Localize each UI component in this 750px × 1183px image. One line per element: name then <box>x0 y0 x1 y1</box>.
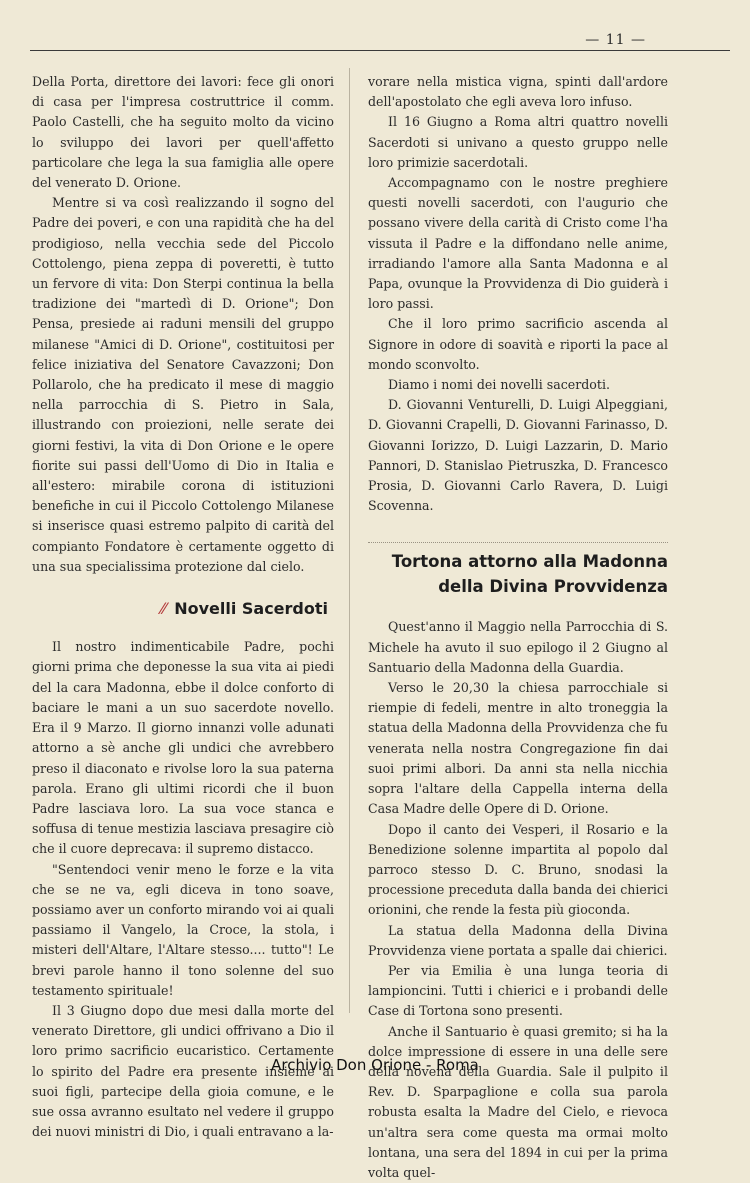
header-rule <box>30 50 730 51</box>
paragraph: Per via Emilia è una lunga teoria di lampioncini. Tutti i chierici e i probandi delle Case di Tortona sono presenti. <box>368 962 668 1019</box>
paragraph: vorare nella mistica vigna, spinti dall'ardore dell'apostolato che egli aveva loro infuso. <box>368 74 668 110</box>
heading-line-2: della Divina Provvidenza <box>438 577 668 597</box>
paragraph: La statua della Madonna della Divina Provvidenza viene portata a spalle dai chierici. <box>368 922 668 958</box>
heading-line-1: Tortona attorno alla Madonna <box>391 552 668 572</box>
paragraph: Diamo i nomi dei novelli sacerdoti. <box>388 377 610 393</box>
page-number: — 11 — <box>585 32 646 48</box>
paragraph: Mentre si va così realizzando il sogno del Padre dei poveri, e con una rapidità che ha del prodigioso, nella vecchia sede del Piccolo Cottolengo, piena zeppa di poveretti, è tutto un fervore di vita: Don Sterpi continua la bella tradizione dei "martedì di D. Orione"; Don Pensa, presiede ai raduni mensili del gruppo milanese "Amici di D. Orione", costituitosi per felice iniziativa del Senatore Cavazzoni; Don Pollarolo, che ha predicato il mese di maggio nella parrocchia di S. Pietro in Sala, illustrando con proiezioni, nelle serate dei giorni festivi, la vita di Don Orione e le opere fiorite sui passi dell'Uomo di Dio in Italia e all'estero: mirabile corona di istituzioni benefiche in cui il Piccolo Cottolengo Milanese si inserisce quasi estremo palpito di carità del compianto Fondatore è certamente oggetto di una sua specialissima protezione dal cielo. <box>32 195 334 574</box>
paragraph: Il 16 Giugno a Roma altri quattro novelli Sacerdoti si univano a questo gruppo nelle loro primizie sacerdotali. <box>368 114 668 170</box>
paragraph: Il nostro indimenticabile Padre, pochi giorni prima che deponesse la sua vita ai piedi del la cara Madonna, ebbe il dolce conforto di baciare le mani a un suo sacerdote novello. Era il 9 Marzo. Il giorno innanzi volle adunati attorno a sè anche gli undici che avrebbero preso il diaconato e rivolse loro la sua paterna parola. Erano gli ultimi ricordi che il buon Padre lasciava loro. La sua voce stanca e soffusa di tenue mestizia lasciava presagire ciò che il cuore deprecava: il supremo distacco. <box>32 639 334 857</box>
paragraph: Anche il Santuario è quasi gremito; si ha la dolce impressione di essere in una delle sere della novena della Guardia. Sale il pulpito il Rev. D. Sparpaglione e colla sua parola robusta esalta la Madre del Cielo, e rievoca un'altra sera come questa ma ormai molto lontana, una sera del 1894 in cui per la prima volta quel- <box>368 1023 668 1180</box>
section-heading-tortona <box>368 542 668 599</box>
paragraph: Della Porta, direttore dei lavori: fece gli onori di casa per l'impresa costruttrice il comm. Paolo Castelli, che ha seguito molto da vicino lo sviluppo dei lavori per quell'affetto particolare che lega la sua famiglia alle opere del venerato D. Orione. <box>32 74 334 191</box>
paragraph: Verso le 20,30 la chiesa parrocchiale si riempie di fedeli, mentre in alto troneggia la statua della Madonna della Provvidenza che fu venerata nella nostra Congregazione fin dai suoi primi albori. Da anni sta nella nicchia sopra l'altare della Cappella interna della Casa Madre delle Opere di D. Orione. <box>368 680 668 817</box>
paragraph: Quest'anno il Maggio nella Parrocchia di S. Michele ha avuto il suo epilogo il 2 Giugno al Santuario della Madonna della Guardia. <box>368 619 668 675</box>
paragraph-names-list: D. Giovanni Venturelli, D. Luigi Alpeggiani, D. Giovanni Crapelli, D. Giovanni Farinasso, D. Giovanni Iorizzo, D. Luigi Lazzarin, D. Mario Pannori, D. Stanislao Pietruszka, D. Francesco Prosia, D. Giovanni Carlo Ravera, D. Luigi Scovenna. <box>368 397 668 514</box>
column-divider <box>349 68 350 1013</box>
paragraph: Il 3 Giugno dopo due mesi dalla morte del venerato Direttore, gli undici offrivano a Dio il loro primo sacrificio eucaristico. Certamente lo spirito del Padre era presente insieme ai suoi figli, partecipe della gioia comune, e le sue ossa avranno esultato nel vedere il gruppo dei nuovi ministri di Dio, i quali entravano a la- <box>32 1002 334 1140</box>
paragraph: Accompagnamo con le nostre preghiere questi novelli sacerdoti, con l'augurio che possano vivere della carità di Cristo come l'ha vissuta il Padre e la diffondano nelle anime, irradiando l'amore alla Santa Madonna e al Papa, ovunque la Provvidenza di Dio guiderà i loro passi. <box>368 175 668 312</box>
right-column <box>368 72 668 1183</box>
paragraph: Che il loro primo sacrificio ascenda al Signore in odore di soavità e riporti la pace al mondo sconvolto. <box>368 316 668 372</box>
archive-watermark: Archivio Don Orione - Roma <box>271 1056 479 1074</box>
pencil-mark-icon: ⁄⁄ <box>160 599 167 619</box>
heading-text: Novelli Sacerdoti <box>174 599 328 619</box>
paragraph: Dopo il canto dei Vesperi, il Rosario e la Benedizione solenne impartita al popolo dal parroco stesso D. C. Bruno, snodasi la processione preceduta dalla banda dei chierici orionini, che rende la festa più gioconda. <box>368 821 668 918</box>
paragraph: "Sentendoci venir meno le forze e la vita che se ne va, egli diceva in tono soave, possiamo aver un conforto mirando voi ai quali passiamo il Vangelo, la Croce, la stola, i misteri dell'Altare, l'Altare stesso.... tutto"! Le brevi parole hanno il tono solenne del suo testamento spirituale! <box>32 861 334 998</box>
left-column <box>32 72 334 1142</box>
section-heading-novelli <box>32 599 334 619</box>
